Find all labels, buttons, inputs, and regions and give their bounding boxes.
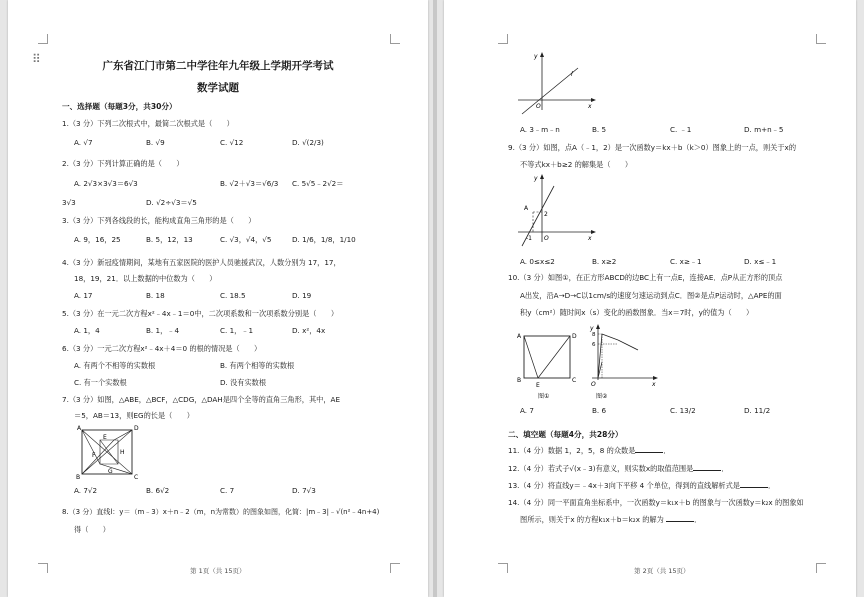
question-10: 10.（3 分）如图①，在正方形ABCD的边BC上有一点E，连接AE．点P从正方形的顶点 [508,273,783,282]
fig-label: D [134,425,139,432]
option: B. 5 [592,125,607,134]
option: C. √3，√4，√5 [220,235,272,244]
question-12: 12.（4 分）若式子√(x﹣3)有意义，则实数x的取值范围是 ． [508,464,729,473]
question-9-cont: 不等式kx＋b≥2 的解集是（ ） [520,160,633,169]
fig-label: O [536,103,541,110]
option: D. x²，4x [292,326,326,335]
figure-1-square [514,326,582,400]
figure-linear-function [514,172,598,244]
option: A. 1，4 [74,326,100,335]
option-continuation: 3√3 [62,198,76,207]
option: C. 5√5﹣2√2＝ [292,179,344,188]
question-4-cont: 18，19，21．以上数据的中位数为（ ） [74,274,217,283]
segment-ae [524,336,538,378]
fig-label: l [571,71,573,78]
question-2: 2.（3 分）下列计算正确的是（ ） [62,159,184,168]
option: A. 17 [74,291,93,300]
option: B. 6√2 [146,486,170,495]
fig-label: y [534,175,538,182]
document-page-2 [444,0,856,597]
fig-label: B [517,377,522,384]
axis-arrow [591,230,596,234]
crop-mark [816,34,826,44]
option: D. 没有实数根 [220,378,267,387]
option: C. 1，﹣1 [220,326,254,335]
option: C. 18.5 [220,291,246,300]
option: C. √12 [220,138,244,147]
question-8-cont: 得（ ） [74,525,110,534]
drag-handle-icon[interactable]: ⠿ [32,52,40,66]
fig-label: 2 [544,211,548,218]
fig-label: G [108,468,113,475]
question-3: 3.（3 分）下列各线段的长，能构成直角三角形的是（ ） [62,216,256,225]
question-14-cont: 图所示，则关于x 的方程k₁x＋b＝k₂x 的解为 ． [520,515,702,524]
crop-mark [390,563,400,573]
page-title: 广东省江门市第二中学往年九年级上学期开学考试 [102,60,334,72]
option: D. m+n﹣5 [744,125,784,134]
vertical-scrollbar[interactable] [433,0,437,597]
option: A. 2√3×3√3＝6√3 [74,179,138,188]
page-footer: 第 1页（共 15页） [190,567,246,575]
option: D. 1/6，1/8，1/10 [292,235,356,244]
axis-arrow [591,98,596,102]
fig-label: C [572,377,577,384]
option: B. 1，﹣4 [146,326,180,335]
fig-label: y [590,325,594,332]
document-page-1 [8,0,428,597]
option: D. 19 [292,291,312,300]
option: D. x≤﹣1 [744,257,777,266]
crop-mark [390,34,400,44]
option: C. 有一个实数根 [74,378,127,387]
option: A. 7 [520,406,534,415]
crop-mark [498,34,508,44]
fig-caption: 图① [538,393,550,400]
option: D. √2÷√3＝√5 [146,198,197,207]
question-10-cont: 积y（cm²）随时间x（s）变化的函数图象．当x＝7时，y的值为（ ） [520,308,754,317]
question-6: 6.（3 分）一元二次方程x²﹣4x＋4＝0 的根的情况是（ ） [62,344,262,353]
crop-mark [38,34,48,44]
fig-label: 6 [592,342,596,348]
option: B. 5，12，13 [146,235,193,244]
question-1: 1.（3 分）下列二次根式中，最简二次根式是（ ） [62,119,234,128]
fig-caption: 图② [596,393,608,400]
page-subtitle: 数学试题 [197,82,239,94]
option: B. 有两个相等的实数根 [220,361,295,370]
question-5: 5.（3 分）在一元二次方程x²﹣4x﹣1＝0中，二次项系数和一次项系数分别是（ ） [62,309,339,318]
fig-label: x [588,235,592,242]
fig-label: E [103,434,107,441]
fig-label: F [92,452,96,459]
question-4: 4.（3 分）新冠疫情期间，某地有五家医院的医护人员驰援武汉，人数分别为 17，17， [62,258,341,267]
fig-label: A [517,333,522,340]
option: C. 7 [220,486,235,495]
axis-arrow [540,174,544,179]
question-8: 8.（3 分）直线l：y＝（m﹣3）x＋n﹣2（m，n为常数）的图象如图，化简：|m﹣3|﹣√(n²﹣4n+4) [62,508,380,516]
option: A. 7√2 [74,486,98,495]
graph-segment [602,334,618,340]
answer-blank[interactable] [666,515,694,522]
fig-label: 8 [592,332,596,338]
line-l [522,68,578,114]
figure-2-graph [584,322,660,400]
fig-label: H [120,449,125,456]
figure-line-l [514,50,598,112]
question-14: 14.（4 分）同一平面直角坐标系中，一次函数y＝k₁x＋b 的图象与一次函数y＝k₂x 的图象如 [508,498,804,507]
fig-label: B [76,474,81,481]
crop-mark [38,563,48,573]
option: D. 7√3 [292,486,316,495]
option: D. 11/2 [744,406,771,415]
option: C. x≥﹣1 [670,257,702,266]
question-9: 9.（3 分）如图，点A（﹣1，2）是一次函数y＝kx＋b（k＞0）图象上的一点，则关于x的 [508,143,797,152]
answer-blank[interactable] [635,446,663,453]
fig-label: x [588,103,592,110]
axis-arrow [540,52,544,57]
option: A. 有两个不相等的实数根 [74,361,156,370]
axis-arrow [653,376,658,380]
fig-label: O [591,381,596,388]
graph-segment [618,340,638,350]
option: A. √7 [74,138,93,147]
crop-mark [498,563,508,573]
question-7: 7.（3 分）如图，△ABE，△BCF，△CDG，△DAH是四个全等的直角三角形，其中，AE [62,395,340,404]
option: B. 18 [146,291,165,300]
segment-de [538,336,570,378]
option: C. ﹣1 [670,125,692,134]
option: B. √2＋√3＝√6/3 [220,179,279,188]
option: B. 6 [592,406,607,415]
question-7-cont: ＝5，AB＝13，则EG的长是（ ） [74,411,194,420]
answer-blank[interactable] [693,464,721,471]
question-13: 13.（4 分）将直线y＝﹣4x＋3向下平移 4 个单位，得到的直线解析式是 ． [508,481,776,490]
fig-label: A [77,425,82,432]
axis-arrow [596,324,600,329]
option: A. 9，16，25 [74,235,121,244]
fig-label: x [652,381,656,388]
answer-blank[interactable] [740,481,768,488]
section-heading: 一、选择题（每题3分，共30分） [62,102,177,111]
option: B. √9 [146,138,165,147]
fig-label: O [544,235,549,242]
option: B. x≥2 [592,257,617,266]
option: A. 0≤x≤2 [520,257,555,266]
figure-square-triangles [74,424,144,480]
fig-label: -1 [526,235,532,242]
question-10-cont: A出发，沿A→D→C以1cm/s的速度匀速运动到点C．图②是点P运动时，△APE的面 [520,291,782,300]
option: D. √(2/3) [292,138,324,147]
fig-label: E [536,382,540,389]
fig-label: A [524,205,529,212]
fig-label: D [572,333,577,340]
fig-label: y [534,53,538,60]
option: C. 13/2 [670,406,696,415]
question-11: 11.（4 分）数据 1，2，5，8 的众数是 ． [508,446,671,455]
section-heading: 二、填空题（每题4分，共28分） [508,430,623,439]
option: A. 3﹣m﹣n [520,125,560,134]
fig-label: C [134,474,139,481]
page-footer: 第 2页（共 15页） [634,567,690,575]
crop-mark [816,563,826,573]
